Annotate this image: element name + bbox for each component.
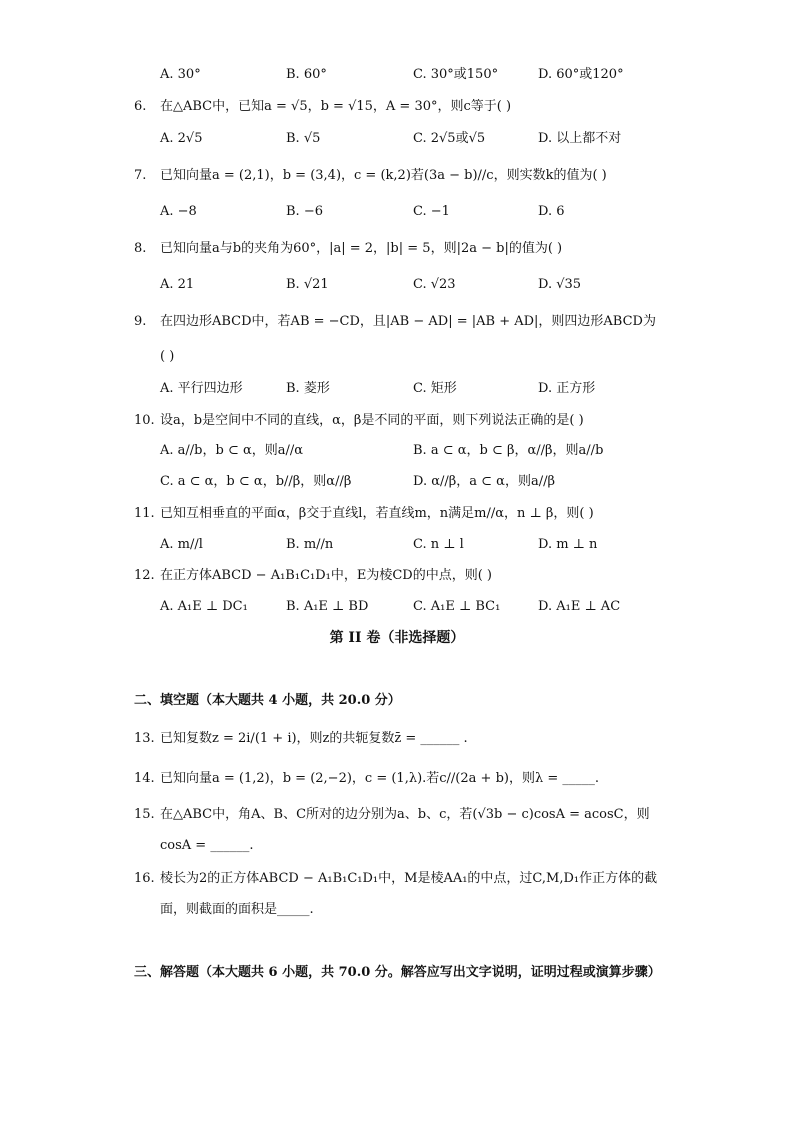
q14-text: 已知向量a = (1,2)，b = (2,−2)，c = (1,λ).若c//(2a + b)，则λ = _____. [160, 771, 599, 786]
q7-option-c: C. −1 [413, 204, 450, 219]
q10-option-c: C. a ⊂ α，b ⊂ α，b//β，则α//β [160, 474, 352, 489]
q10-option-a: A. a//b，b ⊂ α，则a//α [160, 443, 304, 458]
q9-text: 在四边形ABCD中，若AB = −CD，且|AB − AD| = |AB + AD|，则四边形ABCD为 [160, 314, 656, 329]
q9-option-d: D. 正方形 [538, 381, 596, 396]
q16-text-cont: 面，则截面的面积是_____. [160, 902, 314, 917]
q9-option-b: B. 菱形 [286, 381, 330, 396]
q11-option-a: A. m//l [160, 537, 203, 552]
q12-number: 12. [134, 568, 155, 583]
q5-option-c: C. 30°或150° [413, 67, 499, 82]
q6-option-a: A. 2√5 [160, 131, 203, 146]
q7-option-a: A. −8 [160, 204, 197, 219]
q9-option-a: A. 平行四边形 [160, 381, 243, 396]
q10-number: 10. [134, 413, 155, 428]
q11-option-b: B. m//n [286, 537, 334, 552]
q12-option-b: B. A₁E ⊥ BD [286, 599, 369, 614]
q5-option-a: A. 30° [160, 67, 201, 82]
q15-text-cont: cosA = ______. [160, 838, 254, 853]
solve-section-header: 三、解答题（本大题共 6 小题，共 70.0 分。解答应写出文字说明，证明过程或演算步骤） [134, 965, 661, 980]
q16-number: 16. [134, 871, 155, 886]
q5-option-b: B. 60° [286, 67, 327, 82]
q6-text: 在△ABC中，已知a = √5，b = √15，A = 30°，则c等于( ) [160, 99, 512, 114]
q8-option-c: C. √23 [413, 277, 456, 292]
q8-option-b: B. √21 [286, 277, 329, 292]
q9-text-cont: ( ) [160, 349, 175, 364]
q12-option-c: C. A₁E ⊥ BC₁ [413, 599, 501, 614]
q10-option-b: B. a ⊂ α，b ⊂ β，α//β，则a//b [413, 443, 604, 458]
fill-section-header: 二、填空题（本大题共 4 小题，共 20.0 分） [134, 693, 401, 708]
q9-number: 9. [134, 314, 147, 329]
q8-option-d: D. √35 [538, 277, 582, 292]
q12-text: 在正方体ABCD − A₁B₁C₁D₁中，E为棱CD的中点，则( ) [160, 568, 493, 583]
q15-text: 在△ABC中，角A、B、C所对的边分别为a、b、c，若(√3b − c)cosA = acosC，则 [160, 807, 650, 822]
q7-text: 已知向量a = (2,1)，b = (3,4)，c = (k,2)若(3a − b)//c，则实数k的值为( ) [160, 168, 607, 183]
q7-number: 7. [134, 168, 147, 183]
q6-option-d: D. 以上都不对 [538, 131, 622, 146]
q11-option-d: D. m ⊥ n [538, 537, 598, 552]
q11-text: 已知互相垂直的平面α，β交于直线l，若直线m，n满足m//α，n ⊥ β，则( ) [160, 506, 594, 521]
q15-number: 15. [134, 807, 155, 822]
q13-text: 已知复数z = 2i/(1 + i)，则z的共轭复数z̄ = ______ . [160, 731, 468, 746]
q14-number: 14. [134, 771, 155, 786]
part2-title: 第 II 卷（非选择题） [329, 630, 465, 646]
q8-text: 已知向量a与b的夹角为60°，|a| = 2，|b| = 5，则|2a − b|的值为( ) [160, 241, 563, 256]
q6-option-b: B. √5 [286, 131, 321, 146]
q8-number: 8. [134, 241, 147, 256]
q7-option-b: B. −6 [286, 204, 323, 219]
q6-option-c: C. 2√5或√5 [413, 131, 486, 146]
q5-option-d: D. 60°或120° [538, 67, 624, 82]
q8-option-a: A. 21 [160, 277, 195, 292]
q10-text: 设a，b是空间中不同的直线，α，β是不同的平面，则下列说法正确的是( ) [160, 413, 584, 428]
q11-number: 11. [134, 506, 155, 521]
q12-option-a: A. A₁E ⊥ DC₁ [160, 599, 248, 614]
q12-option-d: D. A₁E ⊥ AC [538, 599, 621, 614]
q9-option-c: C. 矩形 [413, 381, 457, 396]
q13-number: 13. [134, 731, 155, 746]
q6-number: 6. [134, 99, 147, 114]
q11-option-c: C. n ⊥ l [413, 537, 464, 552]
q10-option-d: D. α//β，a ⊂ α，则a//β [413, 474, 555, 489]
q7-option-d: D. 6 [538, 204, 565, 219]
q16-text: 棱长为2的正方体ABCD − A₁B₁C₁D₁中，M是棱AA₁的中点，过C,M,D₁作正方体的截 [160, 871, 658, 886]
